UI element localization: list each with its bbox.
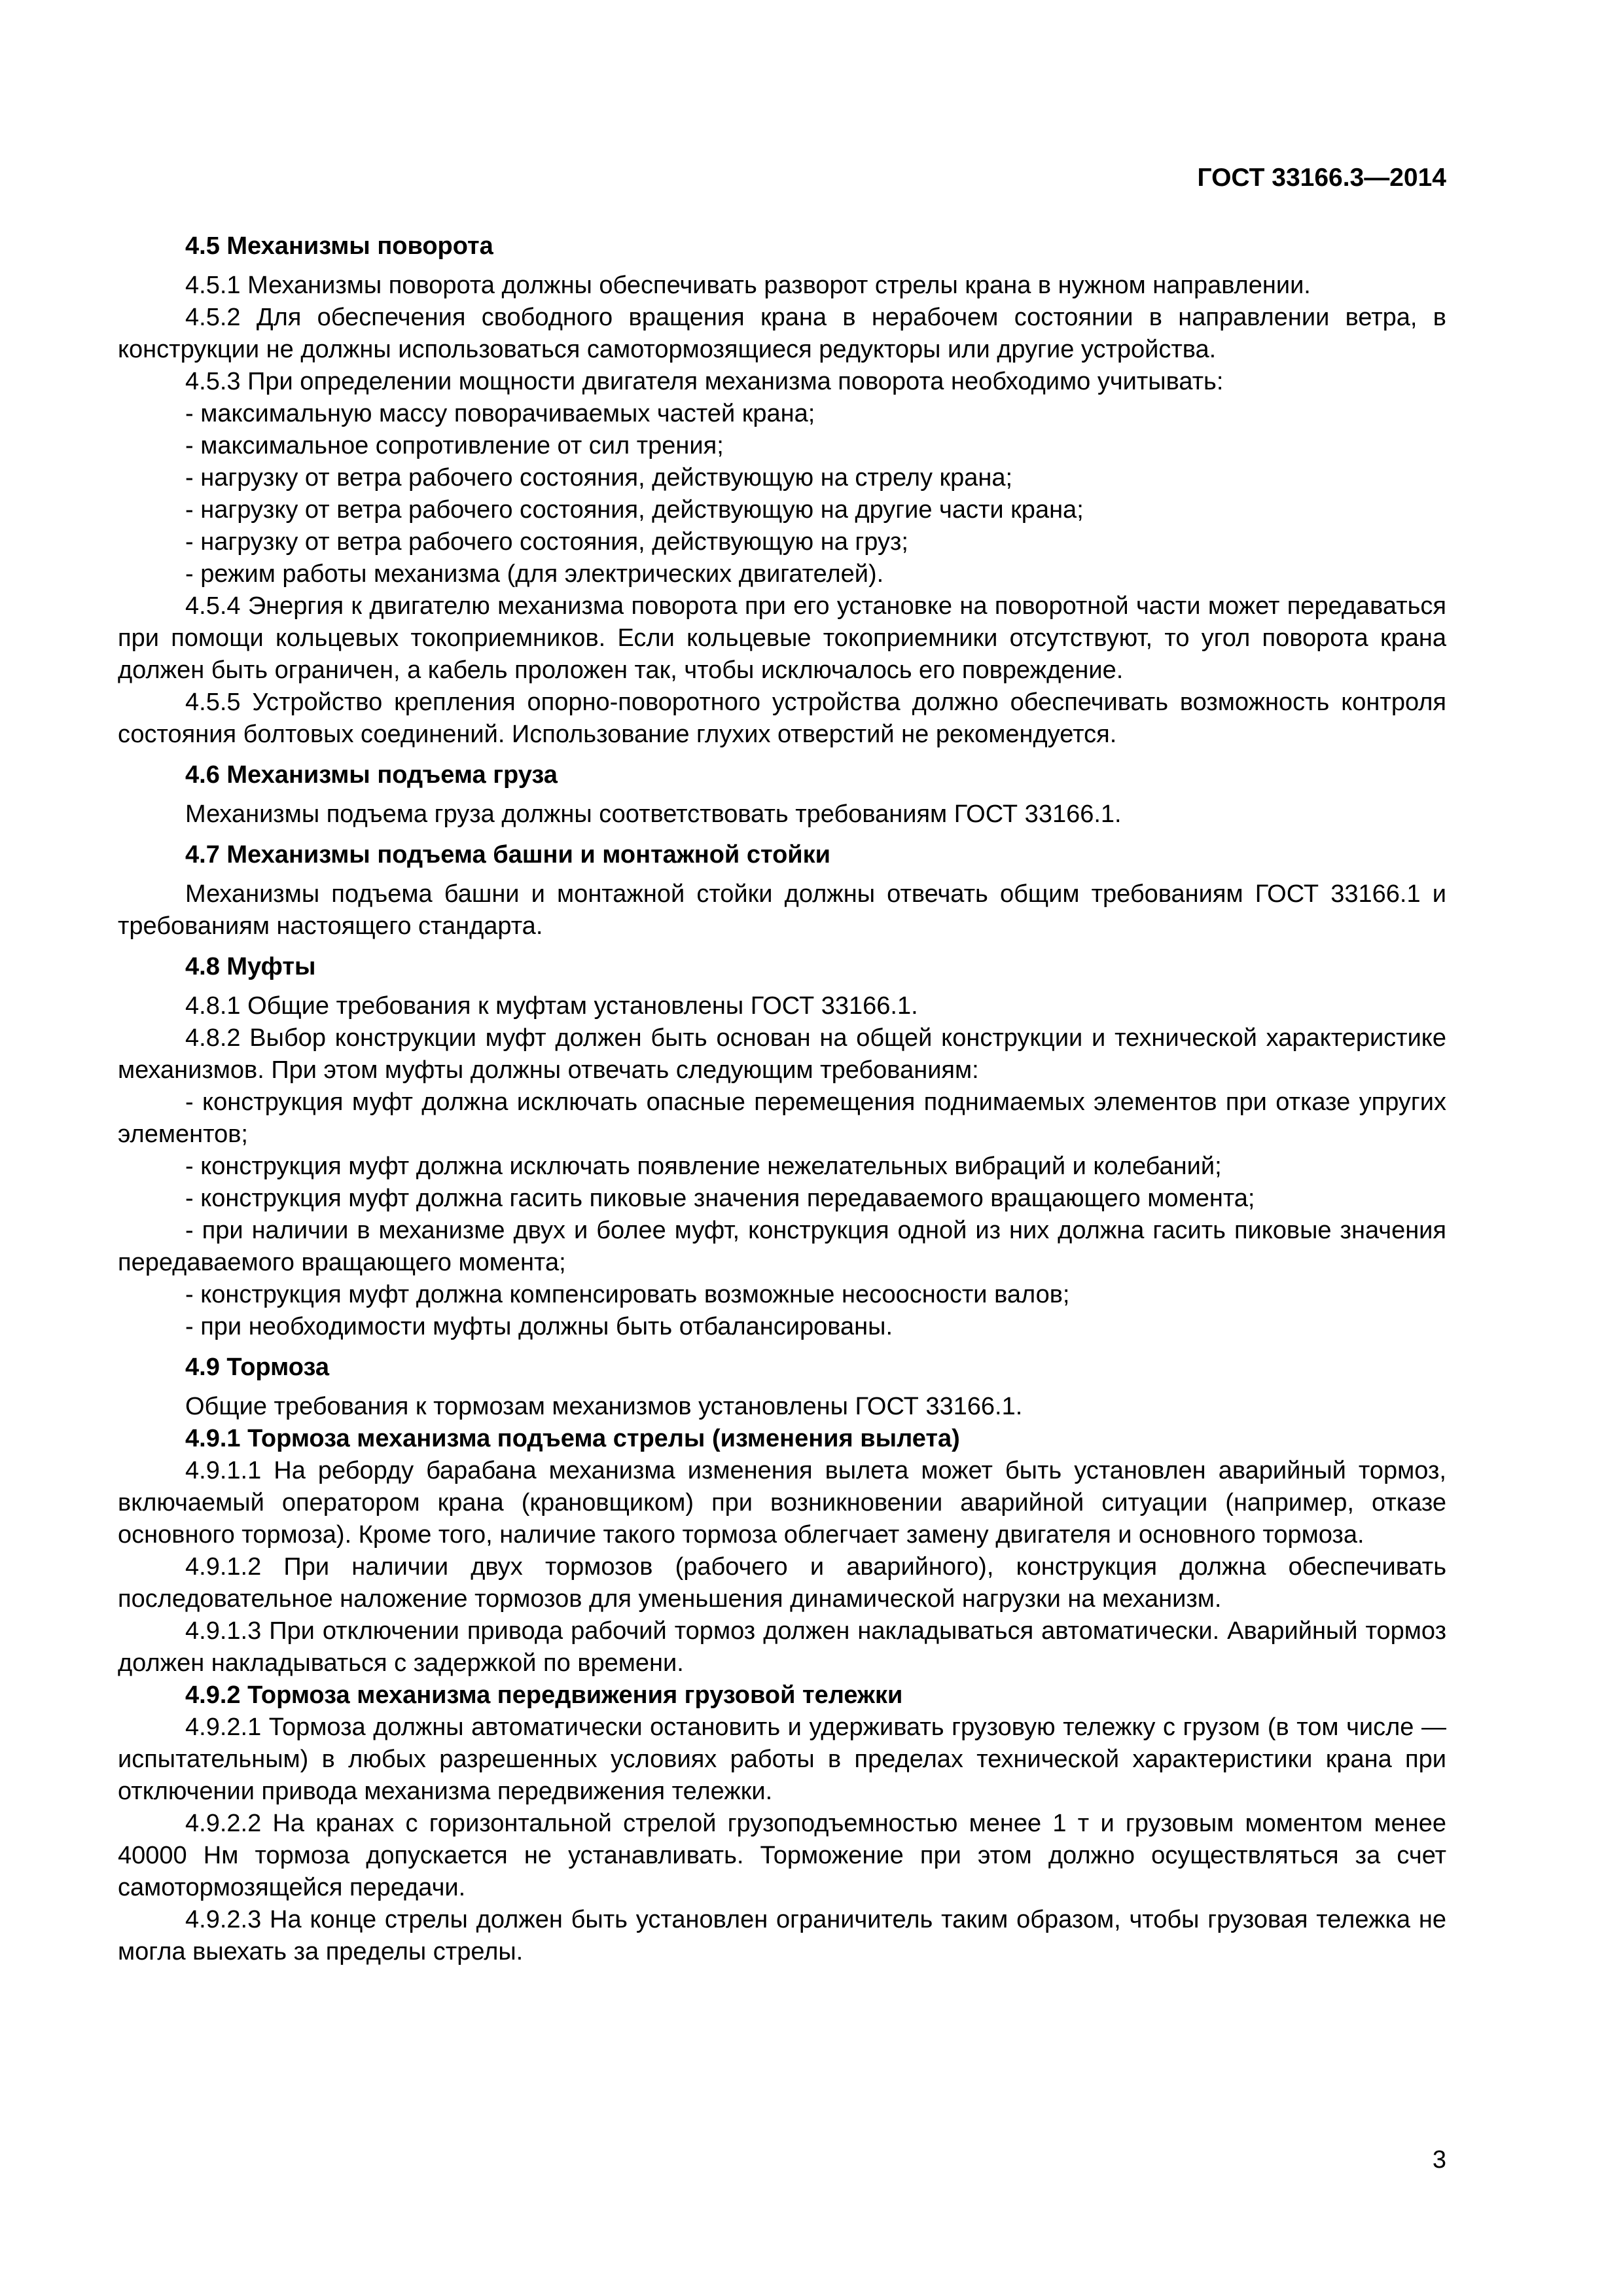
section-heading-4-6: 4.6 Механизмы подъема груза: [185, 761, 558, 789]
page-number: 3: [1432, 2146, 1446, 2174]
section-heading-4-9: 4.9 Тормоза: [185, 1354, 329, 1381]
paragraph-4-5-2: 4.5.2 Для обеспечения свободного вращения крана в нерабочем состоянии в направлении ветра, в конструкции не должны использоваться самотормозящиеся редукторы или другие устройства.: [118, 304, 1446, 363]
list-item: - режим работы механизма (для электрических двигателей).: [185, 560, 884, 588]
list-item: - конструкция муфт должна гасить пиковые значения передаваемого вращающего момента;: [185, 1185, 1255, 1212]
paragraph-4-9-2-3: 4.9.2.3 На конце стрелы должен быть установлен ограничитель таким образом, чтобы грузовая тележка не могла выехать за пределы стрелы.: [118, 1906, 1446, 1965]
paragraph-4-5-3: 4.5.3 При определении мощности двигателя механизма поворота необходимо учитывать:: [185, 368, 1224, 395]
paragraph-4-8-2: 4.8.2 Выбор конструкции муфт должен быть основан на общей конструкции и технической характеристике механизмов. При этом муфты должны отвечать следующим требованиям:: [118, 1024, 1446, 1084]
list-item: - нагрузку от ветра рабочего состояния, действующую на стрелу крана;: [185, 464, 1013, 492]
subsection-heading-4-9-2: 4.9.2 Тормоза механизма передвижения грузовой тележки: [185, 1681, 903, 1709]
paragraph-4-5-1: 4.5.1 Механизмы поворота должны обеспечивать разворот стрелы крана в нужном направлении.: [185, 272, 1311, 299]
list-item: - конструкция муфт должна компенсировать возможные несоосности валов;: [185, 1281, 1070, 1308]
list-item: - при наличии в механизме двух и более муфт, конструкция одной из них должна гасить пиковые значения передаваемого вращающего момента;: [118, 1217, 1446, 1276]
document-header-standard-id: ГОСТ 33166.3—2014: [1197, 164, 1446, 192]
list-item: - максимальное сопротивление от сил трения;: [185, 432, 724, 459]
document-body: [118, 230, 1446, 1968]
paragraph-4-9-1-3: 4.9.1.3 При отключении привода рабочий тормоз должен накладываться автоматически. Аварийный тормоз должен накладываться с задержкой по времени.: [118, 1617, 1446, 1677]
list-item: - нагрузку от ветра рабочего состояния, действующую на груз;: [185, 528, 908, 556]
paragraph-4-5-5: 4.5.5 Устройство крепления опорно-поворотного устройства должно обеспечивать возможность контроля состояния болтовых соединений. Использование глухих отверстий не рекомендуется.: [118, 689, 1446, 748]
paragraph-4-8-1: 4.8.1 Общие требования к муфтам установлены ГОСТ 33166.1.: [185, 992, 918, 1020]
section-heading-4-7: 4.7 Механизмы подъема башни и монтажной стойки: [185, 841, 831, 869]
paragraph-4-9-2-1: 4.9.2.1 Тормоза должны автоматически остановить и удерживать грузовую тележку с грузом (в том числе — испытательным) в любых разрешенных условиях работы в пределах технической характеристики крана при отключении привода механизма передвижения тележки.: [118, 1713, 1446, 1805]
list-item: - нагрузку от ветра рабочего состояния, действующую на другие части крана;: [185, 496, 1084, 524]
paragraph-4-7: Механизмы подъема башни и монтажной стойки должны отвечать общим требованиям ГОСТ 33166.1 и требованиям настоящего стандарта.: [118, 880, 1446, 940]
list-item: - конструкция муфт должна исключать опасные перемещения поднимаемых элементов при отказе упругих элементов;: [118, 1088, 1446, 1148]
list-item: - максимальную массу поворачиваемых частей крана;: [185, 400, 815, 427]
section-heading-4-5: 4.5 Механизмы поворота: [185, 232, 493, 260]
list-item: - конструкция муфт должна исключать появление нежелательных вибраций и колебаний;: [185, 1153, 1222, 1180]
subsection-heading-4-9-1: 4.9.1 Тормоза механизма подъема стрелы (изменения вылета): [185, 1425, 960, 1452]
paragraph-4-6: Механизмы подъема груза должны соответствовать требованиям ГОСТ 33166.1.: [185, 800, 1122, 828]
paragraph-4-5-4: 4.5.4 Энергия к двигателю механизма поворота при его установке на поворотной части может передаваться при помощи кольцевых токоприемников. Если кольцевые токоприемники отсутствуют, то угол поворота крана должен быть ограничен, а кабель проложен так, чтобы исключалось его повреждение.: [118, 592, 1446, 684]
paragraph-4-9: Общие требования к тормозам механизмов установлены ГОСТ 33166.1.: [185, 1393, 1023, 1420]
paragraph-4-9-1-1: 4.9.1.1 На реборду барабана механизма изменения вылета может быть установлен аварийный тормоз, включаемый оператором крана (крановщиком) при возникновении аварийной ситуации (например, отказе основного тормоза). Кроме того, наличие такого тормоза облегчает замену двигателя и основного тормоза.: [118, 1457, 1446, 1549]
paragraph-4-9-2-2: 4.9.2.2 На кранах с горизонтальной стрелой грузоподъемностью менее 1 т и грузовым моментом менее 40000 Нм тормоза допускается не устанавливать. Торможение при этом должно осуществляться за счет самотормозящейся передачи.: [118, 1810, 1446, 1901]
paragraph-4-9-1-2: 4.9.1.2 При наличии двух тормозов (рабочего и аварийного), конструкция должна обеспечивать последовательное наложение тормозов для уменьшения динамической нагрузки на механизм.: [118, 1553, 1446, 1613]
section-heading-4-8: 4.8 Муфты: [185, 953, 316, 980]
list-item: - при необходимости муфты должны быть отбалансированы.: [185, 1313, 893, 1340]
